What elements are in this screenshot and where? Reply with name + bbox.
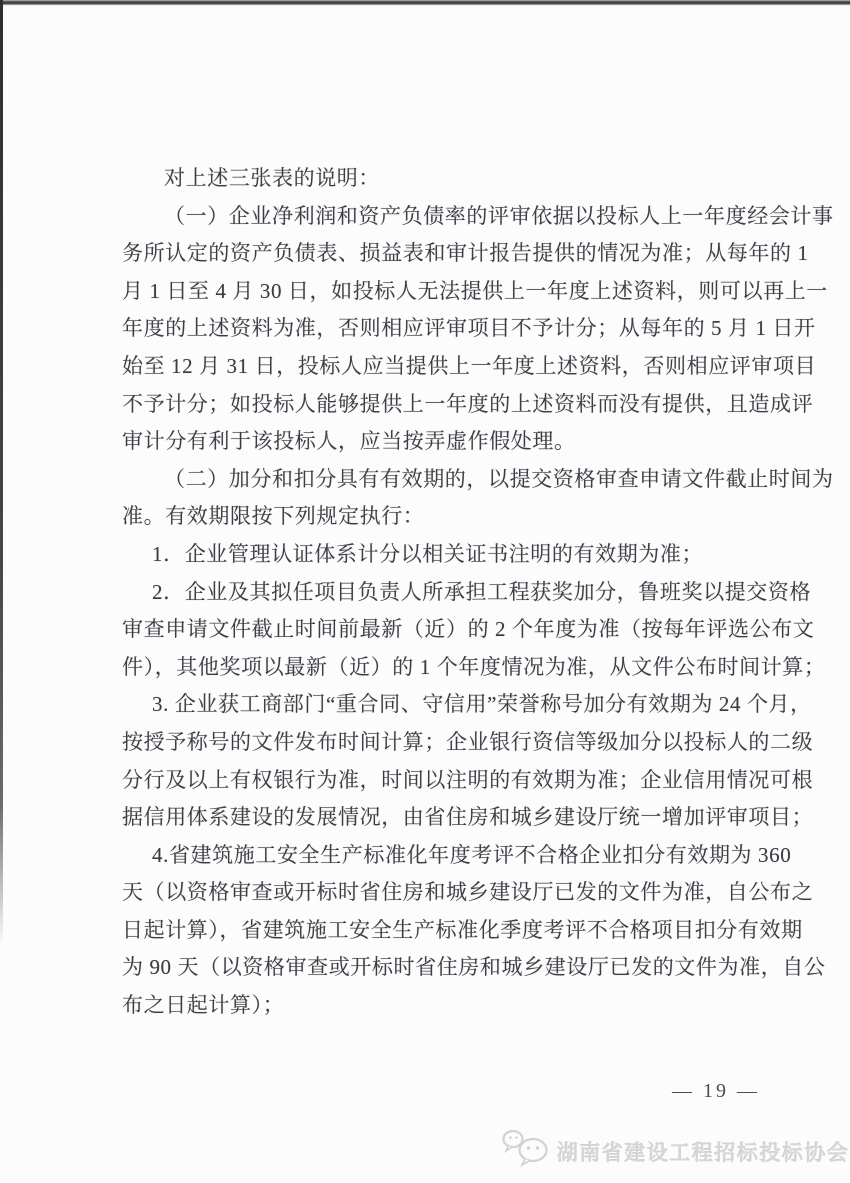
text-line: 审计分有利于该投标人，应当按弄虚作假处理。: [122, 429, 576, 454]
text-line: 月 1 日至 4 月 30 日，如投标人无法提供上一年度上述资料，则可以再上一: [122, 278, 828, 303]
text-line: 准。有效期限按下列规定执行：: [122, 504, 425, 529]
text-line: 务所认定的资产负债表、损益表和审计报告提供的情况为准；从每年的 1: [122, 241, 809, 266]
text-line: 分行及以上有权银行为准，时间以注明的有效期为准；企业信用情况可根: [122, 767, 814, 792]
document-body: [122, 160, 834, 1025]
text-line: 按授予称号的文件发布时间计算；企业银行资信等级加分以投标人的二级: [122, 729, 814, 754]
watermark: [500, 1128, 850, 1175]
text-line: （一）企业净利润和资产负债率的评审依据以投标人上一年度经会计事: [164, 203, 834, 228]
text-line: 2．企业及其拟任项目负责人所承担工程获奖加分，鲁班奖以提交资格: [152, 579, 812, 604]
text-line: 据信用体系建设的发展情况，由省住房和城乡建设厅统一增加评审项目；: [122, 805, 814, 830]
scan-top-edge: [0, 0, 850, 6]
text-line: 始至 12 月 31 日，投标人应当提供上一年度上述资料，否则相应评审项目: [122, 353, 817, 378]
text-line: 天（以资格审查或开标时省住房和城乡建设厅已发的文件为准，自公布之: [122, 880, 814, 905]
text-line: 1．企业管理认证体系计分以相关证书注明的有效期为准；: [152, 541, 704, 566]
text-line: 3. 企业获工商部门“重合同、守信用”荣誉称号加分有效期为 24 个月，: [152, 692, 812, 717]
text-line: 为 90 天（以资格审查或开标时省住房和城乡建设厅已发的文件为准，自公: [122, 955, 826, 980]
wechat-icon: [500, 1128, 552, 1175]
text-line: 布之日起计算）；: [122, 993, 285, 1018]
text-line: 4.省建筑施工安全生产标准化年度考评不合格企业扣分有效期为 360: [152, 842, 792, 867]
watermark-text: 湖南省建设工程招标投标协会: [557, 1141, 850, 1165]
scan-left-edge: [0, 0, 3, 945]
text-line: 件），其他奖项以最新（近）的 1 个年度情况为准，从文件公布时间计算；: [122, 654, 826, 679]
text-line: 不予计分；如投标人能够提供上一年度的上述资料而没有提供，且造成评: [122, 391, 814, 416]
text-line: 年度的上述资料为准，否则相应评审项目不予计分；从每年的 5 月 1 日开: [122, 316, 816, 341]
text-line: 审查申请文件截止时间前最新（近）的 2 个年度为准（按每年评选公布文: [122, 617, 815, 642]
text-line: 对上述三张表的说明：: [164, 166, 380, 190]
text-line: 日起计算），省建筑施工安全生产标准化季度考评不合格项目扣分有效期: [122, 917, 803, 942]
text-line: （二）加分和扣分具有有效期的，以提交资格审查申请文件截止时间为: [164, 466, 834, 491]
page-number: — 19 —: [672, 1080, 760, 1102]
